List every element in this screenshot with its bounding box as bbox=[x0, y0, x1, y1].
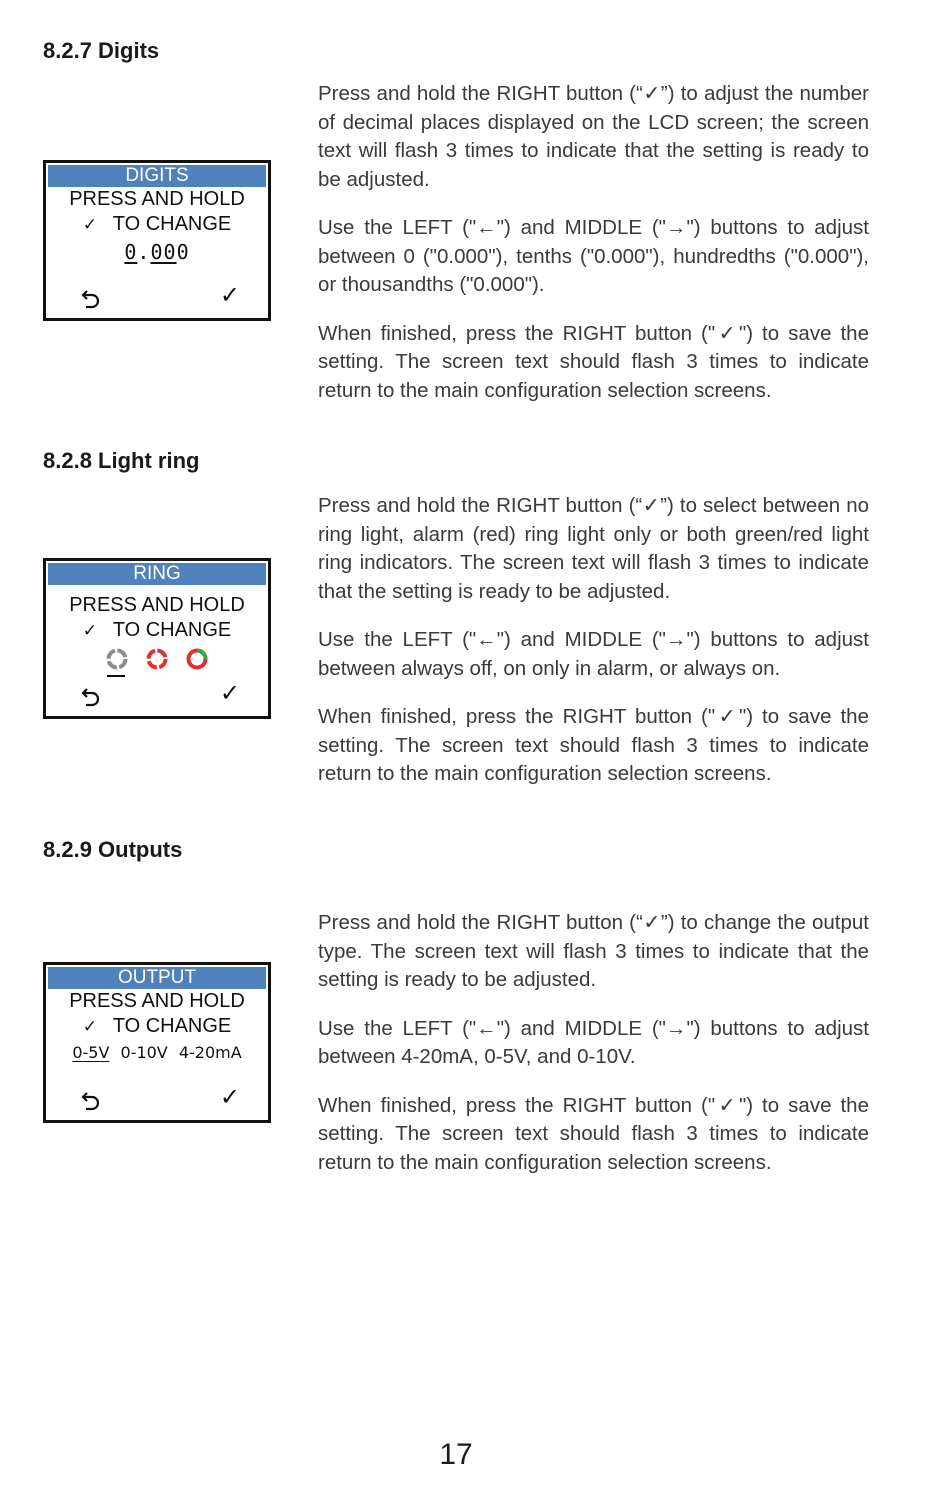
section-heading-light-ring: 8.2.8 Light ring bbox=[43, 448, 200, 473]
paragraph: Press and hold the RIGHT button (“✓”) to select between no ring light, alarm (red) ring light only or both green/red light ring indicators. The screen text will flash 3 times to indicate that the setting is ready to be adjusted. bbox=[318, 494, 869, 603]
check-icon: ✓ bbox=[82, 215, 97, 234]
decimal-point: . bbox=[137, 240, 151, 264]
lcd-line-to-change bbox=[46, 618, 268, 643]
lcd-line-press-hold: PRESS AND HOLD bbox=[69, 594, 245, 616]
output-option-selected: 0-5V bbox=[72, 1043, 110, 1062]
paragraph: Use the LEFT ("←") and MIDDLE ("→") buttons to adjust between 0 ("0.000"), tenths ("0.000"), hundredths ("0.000"), or thousandths ("0.000"). bbox=[318, 216, 869, 296]
section-heading-digits: 8.2.7 Digits bbox=[43, 38, 160, 63]
output-option: 4-20mA bbox=[178, 1043, 242, 1062]
digit-hundredths: 0 bbox=[163, 240, 177, 264]
paragraph: Press and hold the RIGHT button (“✓”) to change the output type. The screen text will flash 3 times to indicate that the setting is ready to be adjusted. bbox=[318, 911, 869, 991]
digit-tenths: 0 bbox=[150, 240, 164, 264]
lcd-title: OUTPUT bbox=[48, 967, 266, 989]
paragraph: When finished, press the RIGHT button ("✓") to save the setting. The screen text should flash 3 times to indicate return to the main configuration selection screens. bbox=[318, 705, 869, 785]
paragraph: Use the LEFT ("←") and MIDDLE ("→") buttons to adjust between 4-20mA, 0-5V, and 0-10V. bbox=[318, 1016, 869, 1068]
check-icon: ✓ bbox=[82, 1017, 97, 1036]
lcd-screen-output bbox=[43, 962, 271, 1123]
lcd-line-to-change-text: TO CHANGE bbox=[112, 213, 232, 235]
paragraph: Press and hold the RIGHT button (“✓”) to adjust the number of decimal places displayed on the LCD screen; the screen text will flash 3 times to indicate that the setting is ready to be adjusted. bbox=[318, 82, 869, 191]
return-arrow-icon bbox=[78, 686, 102, 710]
return-arrow-icon bbox=[78, 288, 102, 312]
return-arrow-icon bbox=[78, 1090, 102, 1114]
digit-thousandths: 0 bbox=[176, 240, 190, 264]
ring-always-on-icon bbox=[185, 645, 209, 679]
lcd-line-press-hold: PRESS AND HOLD bbox=[69, 188, 245, 210]
paragraph: Use the LEFT ("←") and MIDDLE ("→") buttons to adjust between always off, on only in alarm, or always on. bbox=[318, 628, 869, 680]
paragraph: When finished, press the RIGHT button ("✓") to save the setting. The screen text should flash 3 times to indicate return to the main configuration selection screens. bbox=[318, 321, 869, 402]
selection-underline bbox=[107, 675, 125, 677]
ring-alarm-icon bbox=[145, 645, 169, 679]
lcd-screen-digits bbox=[43, 160, 271, 321]
lcd-title: RING bbox=[48, 563, 266, 585]
lcd-line-to-change-text: TO CHANGE bbox=[112, 619, 232, 641]
section-text-outputs bbox=[318, 909, 869, 1197]
section-text-digits bbox=[318, 80, 869, 425]
lcd-screen-ring bbox=[43, 558, 271, 719]
page-number: 17 bbox=[439, 1438, 473, 1471]
check-icon: ✓ bbox=[82, 621, 97, 640]
lcd-line-press-hold: PRESS AND HOLD bbox=[69, 990, 245, 1012]
lcd-line-to-change bbox=[46, 212, 268, 237]
check-icon: ✓ bbox=[219, 680, 240, 707]
check-icon: ✓ bbox=[219, 282, 240, 309]
ring-options bbox=[46, 643, 268, 679]
lcd-line-to-change-text: TO CHANGE bbox=[112, 1015, 232, 1037]
lcd-line-to-change bbox=[46, 1014, 268, 1039]
section-heading-outputs: 8.2.9 Outputs bbox=[43, 837, 183, 862]
output-options bbox=[46, 1039, 268, 1067]
paragraph: When finished, press the RIGHT button ("✓") to save the setting. The screen text should flash 3 times to indicate return to the main configuration selection screens. bbox=[318, 1093, 869, 1174]
digits-value bbox=[46, 237, 268, 267]
ring-off-icon bbox=[105, 645, 129, 679]
digit-ones: 0 bbox=[124, 240, 138, 264]
output-option: 0-10V bbox=[120, 1043, 168, 1062]
check-icon: ✓ bbox=[219, 1084, 240, 1111]
section-text-light-ring bbox=[318, 492, 869, 809]
lcd-title: DIGITS bbox=[48, 165, 266, 187]
